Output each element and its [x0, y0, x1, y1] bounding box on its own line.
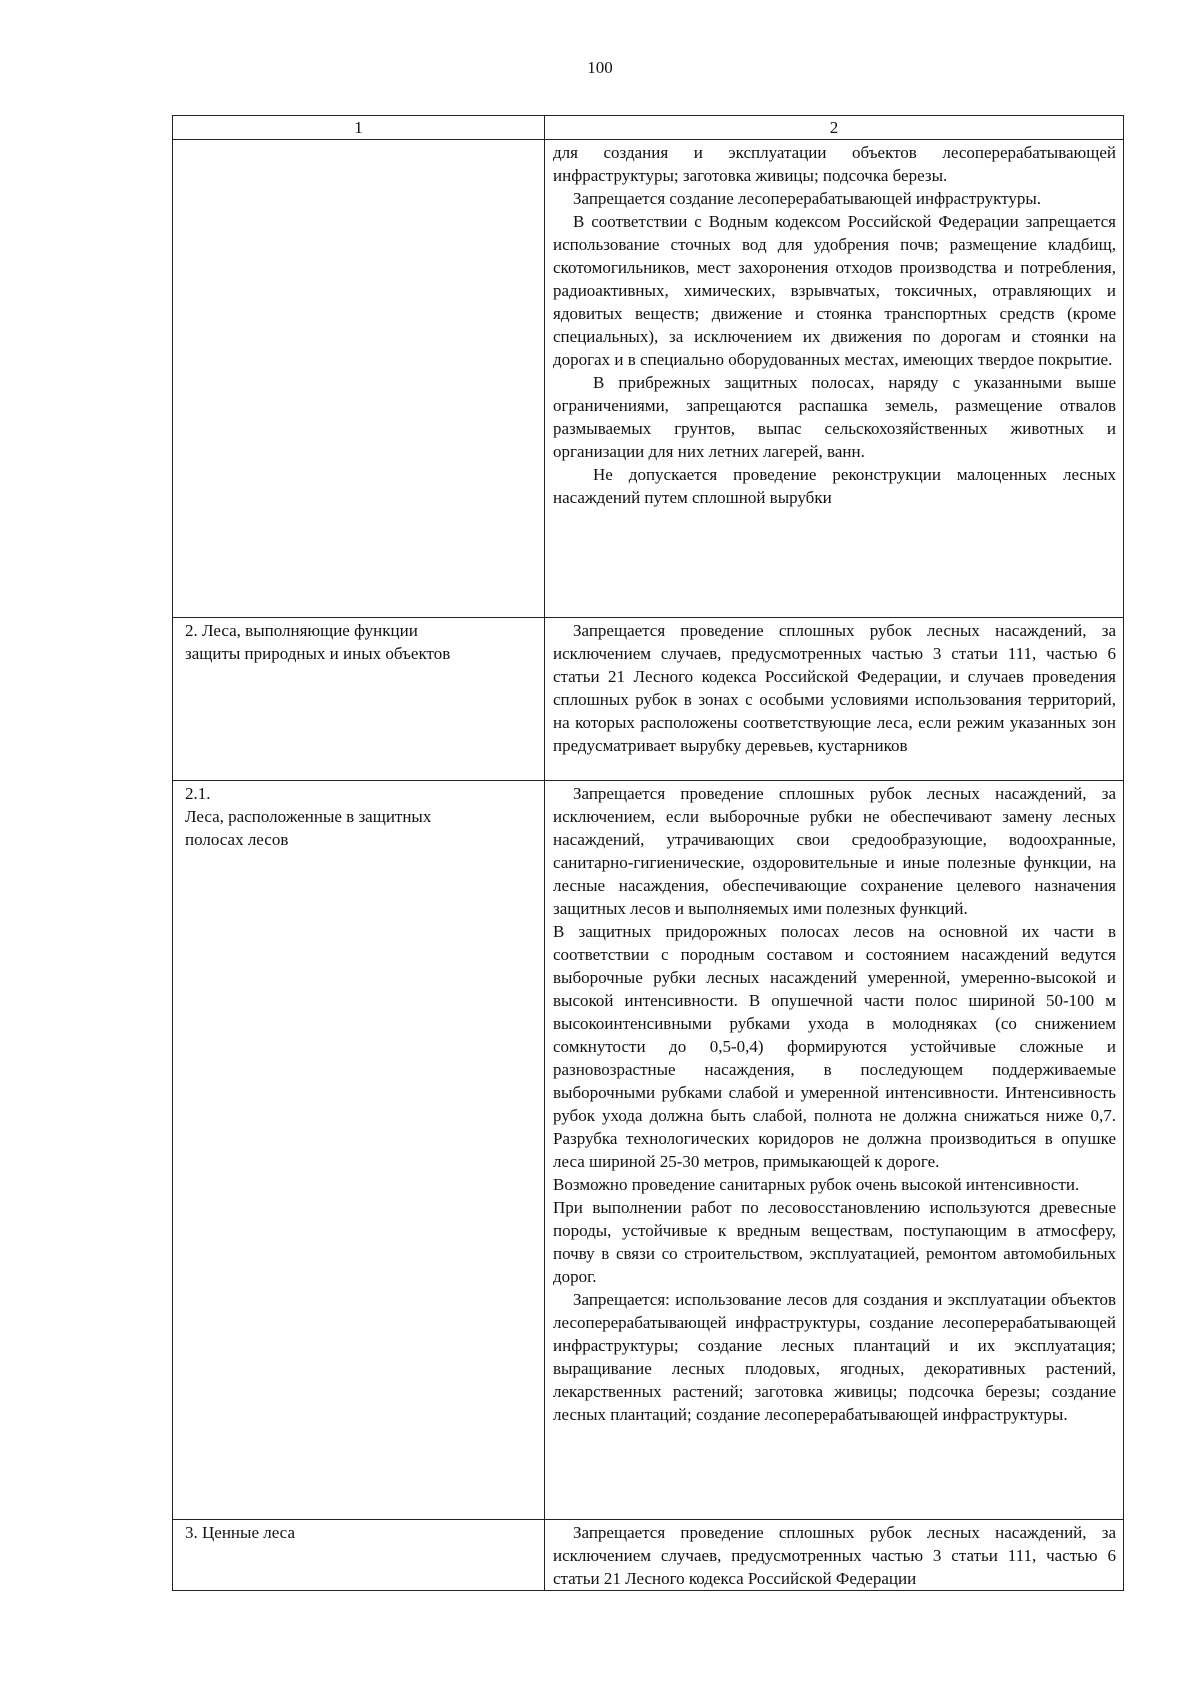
- table-row: [173, 781, 1124, 1520]
- rule-paragraph: В защитных придорожных полосах лесов на основной их части в соответствии с породным составом и состоянием насаждений ведутся выборочные рубки лесных насаждений умеренной, умеренно-высокой и высокой интенсивности. В опушечной части полос шириной 50-100 м высокоинтенсивными рубками ухода в молодняках (со снижением сомкнутости до 0,5-0,4) формируются устойчивые сложные и разновозрастные насаждения, в последующем поддерживаемые выборочными рубками слабой и умеренной интенсивности. Интенсивность рубок ухода должна быть слабой, полнота не должна снижаться ниже 0,7. Разрубка технологических коридоров не должна производиться в опушке леса шириной 25-30 метров, примыкающей к дороге.: [553, 922, 1116, 1171]
- regulations-table: [172, 115, 1124, 1591]
- table-row: [173, 618, 1124, 781]
- rules-cell: [545, 140, 1124, 618]
- category-cell: [173, 140, 545, 618]
- rule-paragraph: Запрещается: использование лесов для создания и эксплуатации объектов лесоперерабатывающей инфраструктуры, создание лесоперерабатывающей инфраструктуры; создание лесных плантаций и их эксплуатация; выращивание лесных плодовых, ягодных, декоративных растений, лекарственных растений; заготовка живицы; подсочка березы; создание лесных плантаций; создание лесоперерабатывающей инфраструктуры.: [553, 1290, 1116, 1424]
- table-row: [173, 1520, 1124, 1591]
- rule-paragraph: для создания и эксплуатации объектов лесоперерабатывающей инфраструктуры; заготовка живицы; подсочка березы.: [553, 143, 1116, 185]
- column-header-2: 2: [545, 116, 1124, 140]
- table-header-row: [173, 116, 1124, 140]
- category-cell: [173, 1520, 545, 1591]
- rule-paragraph: Запрещается проведение сплошных рубок лесных насаждений, за исключением случаев, предусмотренных частью 3 статьи 111, частью 6 статьи 21 Лесного кодекса Российской Федерации, и случаев проведения сплошных рубок в зонах с особыми условиями использования территорий, на которых расположены соответствующие леса, если режим указанных зон предусматривает вырубку деревьев, кустарников: [553, 621, 1116, 755]
- column-header-1: 1: [173, 116, 545, 140]
- rule-paragraph: При выполнении работ по лесовосстановлению используются древесные породы, устойчивые к вредным веществам, поступающим в атмосферу, почву в связи со строительством, эксплуатацией, ремонтом автомобильных дорог.: [553, 1198, 1116, 1286]
- rules-cell: [545, 1520, 1124, 1591]
- rule-paragraph: Запрещается создание лесоперерабатывающей инфраструктуры.: [573, 189, 1042, 208]
- category-label: защиты природных и иных объектов: [185, 644, 451, 663]
- category-label: полосах лесов: [185, 830, 289, 849]
- table-row: [173, 140, 1124, 618]
- category-cell: [173, 781, 545, 1520]
- category-label: 2. Леса, выполняющие функции: [185, 621, 418, 640]
- rule-paragraph: В прибрежных защитных полосах, наряду с указанными выше ограничениями, запрещаются распашка земель, размещение отвалов размываемых грунтов, выпас сельскохозяйственных животных и организации для них летних лагерей, ванн.: [553, 373, 1116, 461]
- category-label: Леса, расположенные в защитных: [185, 807, 432, 826]
- rules-cell: [545, 618, 1124, 781]
- rule-paragraph: Не допускается проведение реконструкции малоценных лесных насаждений путем сплошной вырубки: [553, 465, 1116, 507]
- rule-paragraph: Запрещается проведение сплошных рубок лесных насаждений, за исключением, если выборочные рубки не обеспечивают замену лесных насаждений, утрачивающих свои средообразующие, водоохранные, санитарно-гигиенические, оздоровительные и иные полезные функции, на лесные насаждения, обеспечивающие сохранение целевого назначения защитных лесов и выполняемых ими полезных функций.: [553, 784, 1116, 918]
- rules-cell: [545, 781, 1124, 1520]
- category-cell: [173, 618, 545, 781]
- rule-paragraph: Запрещается проведение сплошных рубок лесных насаждений, за исключением случаев, предусмотренных частью 3 статьи 111, частью 6 статьи 21 Лесного кодекса Российской Федерации: [553, 1523, 1116, 1588]
- category-label: 2.1.: [185, 784, 211, 803]
- category-label: 3. Ценные леса: [185, 1523, 295, 1542]
- rule-paragraph: В соответствии с Водным кодексом Российской Федерации запрещается использование сточных вод для удобрения почв; размещение кладбищ, скотомогильников, мест захоронения отходов производства и потребления, радиоактивных, химических, взрывчатых, токсичных, отравляющих и ядовитых веществ; движение и стоянка транспортных средств (кроме специальных), за исключением их движения по дорогам и стоянки на дорогах и в специально оборудованных местах, имеющих твердое покрытие.: [553, 212, 1116, 369]
- rule-paragraph: Возможно проведение санитарных рубок очень высокой интенсивности.: [553, 1175, 1080, 1194]
- page-number: 100: [587, 58, 613, 77]
